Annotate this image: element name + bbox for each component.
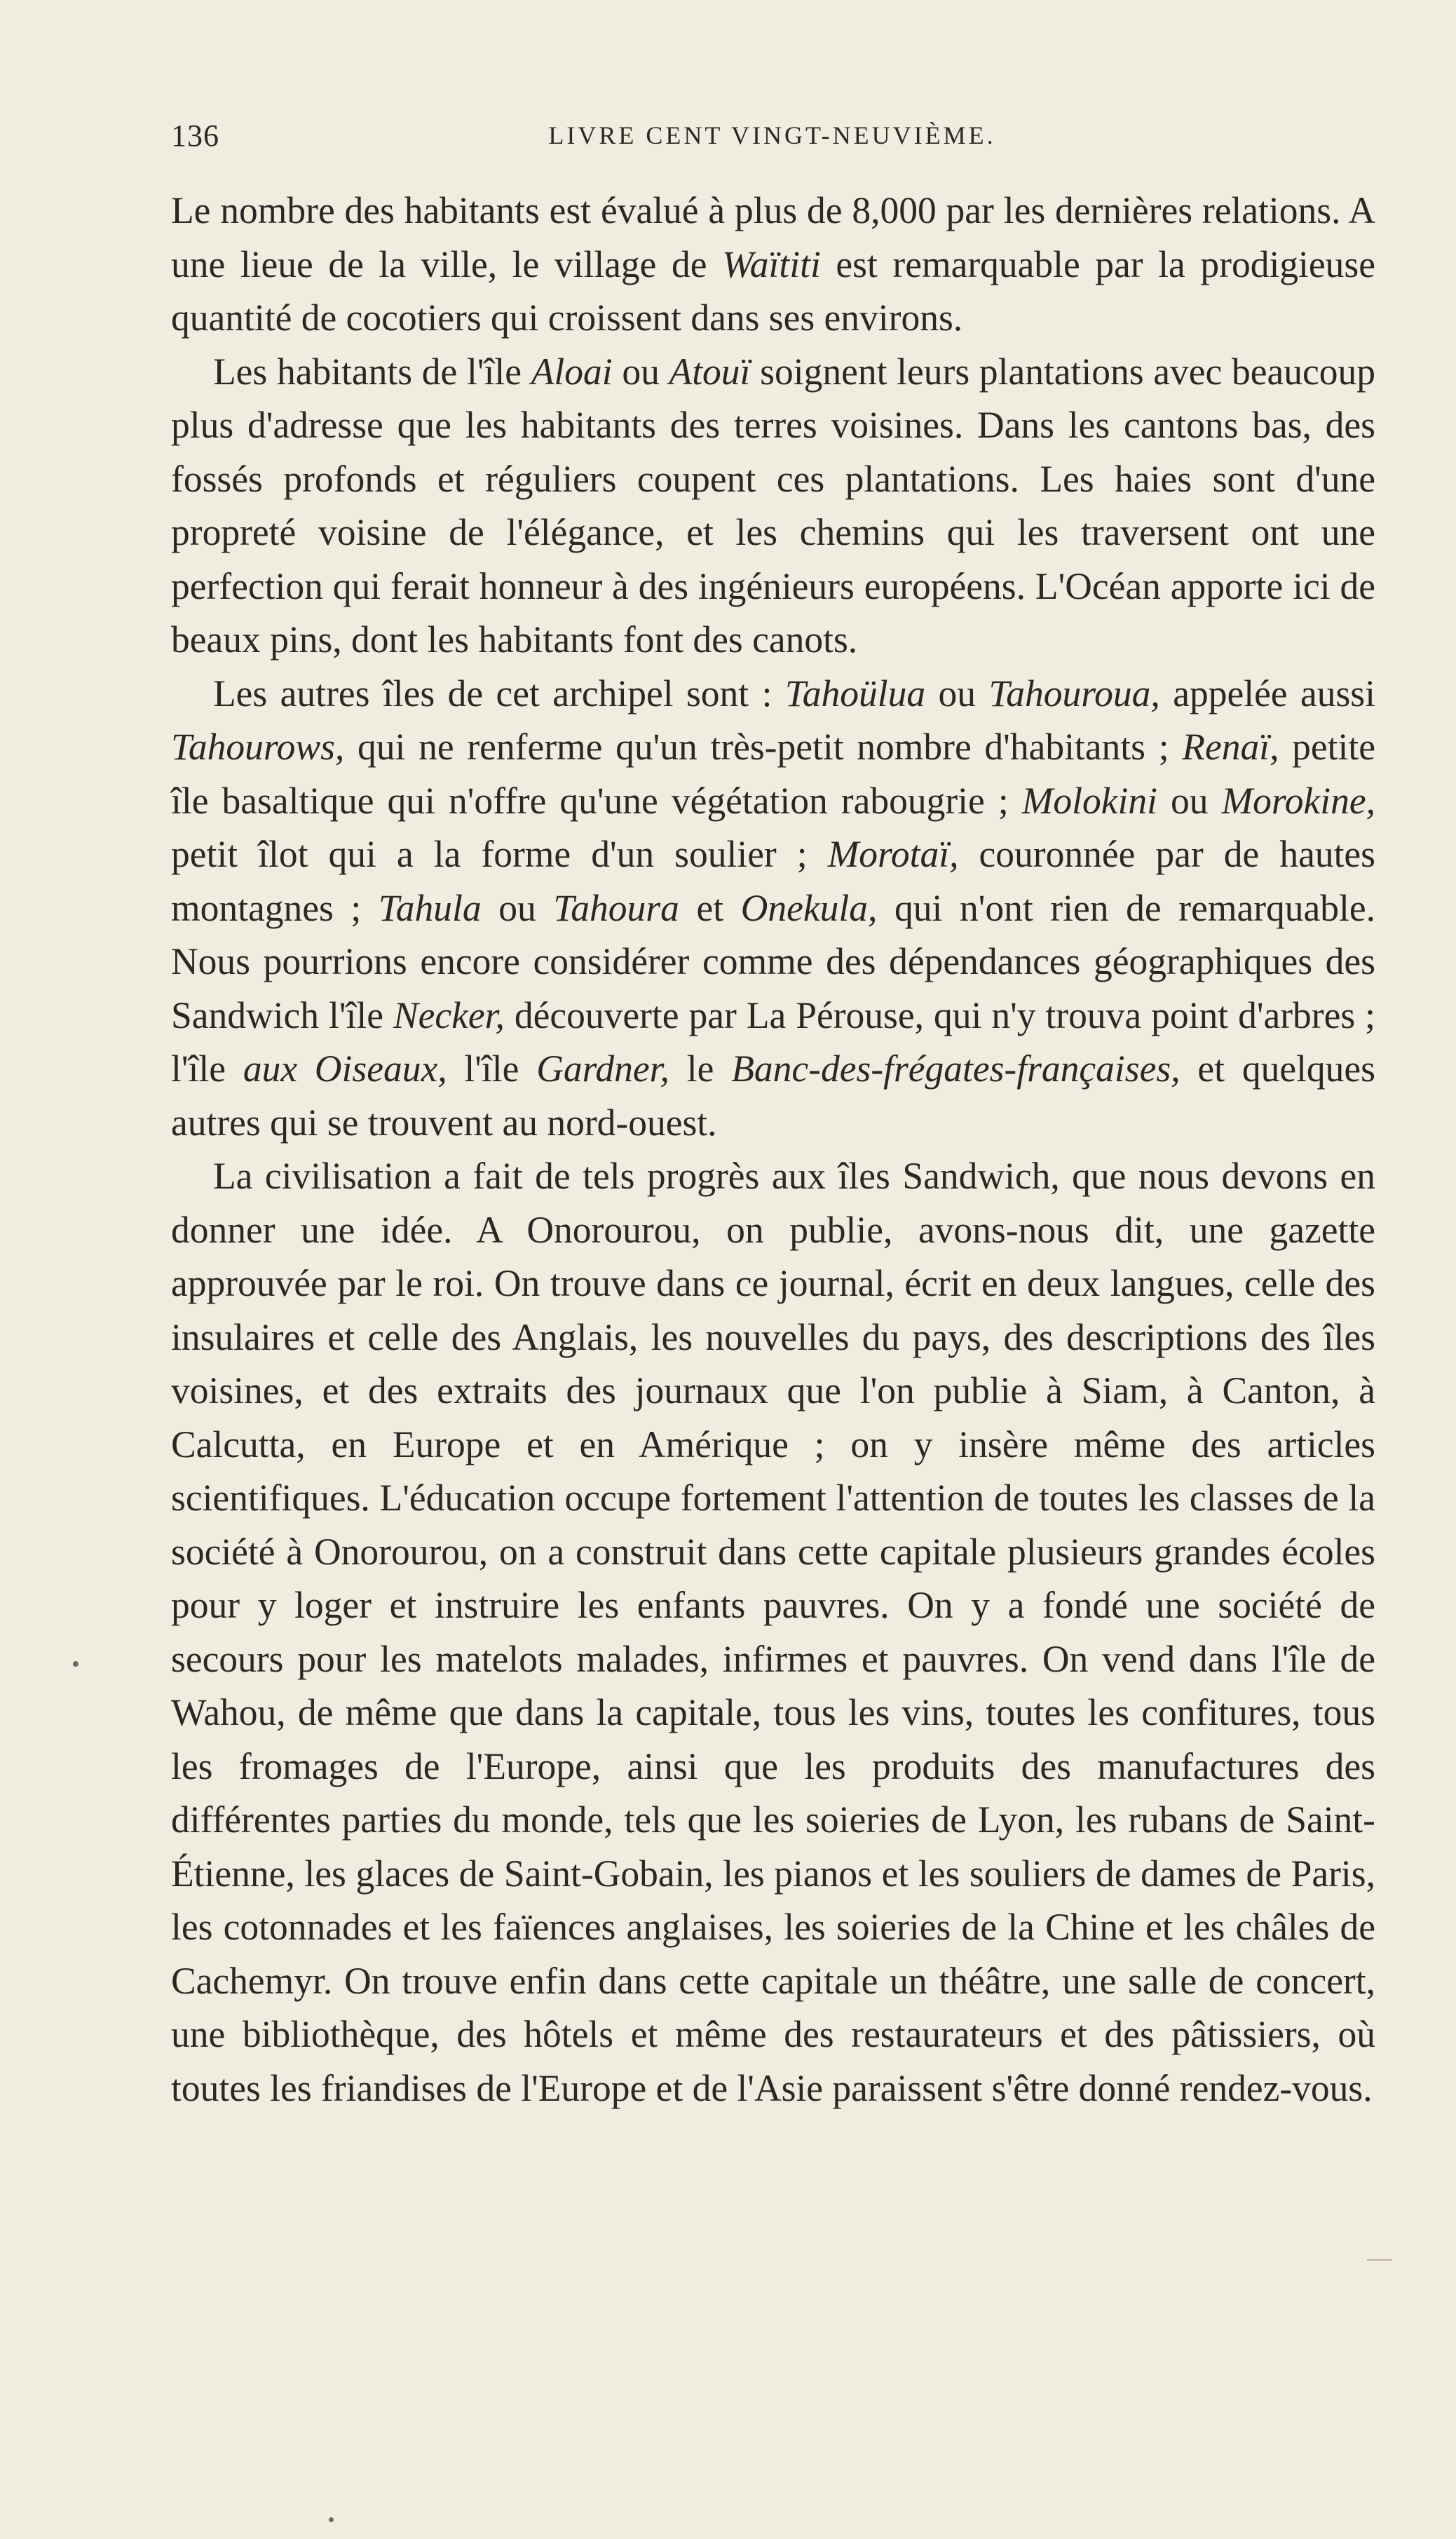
paragraph-1: [171, 184, 1375, 345]
place-name: Tahula: [378, 886, 482, 929]
text-run: l'île: [447, 1048, 537, 1090]
place-name: Renaï,: [1182, 726, 1279, 768]
text-run: couronnée par de hautes montagnes ;: [171, 833, 1375, 929]
paragraph-3: [171, 667, 1375, 1150]
text-run: ou: [1157, 779, 1222, 822]
text-run: qui ne renferme qu'un très-petit nombre d'habitants ;: [344, 726, 1183, 768]
text-run: Les habitants de l'île: [213, 350, 531, 393]
paper-speck: [329, 2517, 334, 2522]
place-name: Aloai: [531, 350, 613, 393]
place-name: Tahouroua,: [988, 672, 1160, 715]
text-run: Le nombre des habitants est évalué à plus de 8,000 par les dernières relations. A une lieue de la ville, le village de: [171, 189, 1375, 285]
page-number: 136: [171, 119, 219, 153]
place-name: Molokini: [1021, 779, 1157, 822]
place-name: Atouï: [669, 350, 751, 393]
place-name: Waïtiti: [722, 243, 821, 285]
place-name: Banc-des-frégates-françaises,: [731, 1048, 1181, 1090]
page-header: [171, 118, 1373, 160]
body-text: [171, 184, 1375, 2115]
margin-mark: [1367, 2259, 1392, 2261]
text-run: ou: [925, 672, 989, 715]
text-run: soignent leurs plantations avec beaucoup plus d'adresse que les habitants des terres voisines. Dans les cantons bas, des fossés profonds et réguliers coupent ces plantations. Les haies sont d'une propreté voisine de l'élégance, et les chemins qui les traversent ont une perfection qui ferait honneur à des ingénieurs européens. L'Océan apporte ici de beaux pins, dont les habitants font des canots.: [171, 350, 1375, 661]
text-run: appelée aussi: [1159, 672, 1375, 715]
place-name: Tahoülua: [784, 672, 926, 715]
running-title: LIVRE CENT VINGT-NEUVIÈME.: [548, 121, 996, 149]
paragraph-4: [171, 1149, 1375, 2115]
place-name: Onekula,: [740, 886, 878, 929]
paper-speck: [73, 1661, 79, 1667]
place-name: Tahoura: [553, 886, 679, 929]
text-run: petite île basaltique qui n'offre qu'une végétation rabougrie ;: [171, 726, 1376, 822]
place-name: aux Oiseaux,: [243, 1048, 447, 1090]
place-name: Gardner,: [536, 1048, 669, 1090]
text-run: petit îlot qui a la forme d'un soulier ;: [171, 833, 828, 875]
paragraph-2: [171, 345, 1375, 667]
text-run: et quelques autres qui se trouvent au nord-ouest.: [171, 1048, 1375, 1144]
text-run: et: [679, 886, 741, 929]
text-run: ou: [612, 350, 669, 393]
place-name: Morotaï,: [827, 833, 959, 875]
place-name: Tahourows,: [171, 726, 345, 768]
text-run: le: [669, 1048, 732, 1090]
place-name: Morokine,: [1221, 779, 1375, 822]
text-run: Les autres îles de cet archipel sont :: [213, 672, 785, 715]
text-run: est remarquable par la prodigieuse quantité de cocotiers qui croissent dans ses environs.: [171, 243, 1375, 339]
place-name: Necker,: [393, 994, 505, 1036]
text-run: qui n'ont rien de remarquable. Nous pourrions encore considérer comme des dépendances géographiques des Sandwich l'île: [171, 886, 1375, 1036]
text-run: découverte par La Pérouse, qui n'y trouva point d'arbres ; l'île: [171, 994, 1375, 1090]
text-run: ou: [481, 886, 554, 929]
text-run: La civilisation a fait de tels progrès aux îles Sandwich, que nous devons en donner une idée. A Onorourou, on publie, avons-nous dit, une gazette approuvée par le roi. On trouve dans ce journal, écrit en deux langues, celle des insulaires et celle des Anglais, les nouvelles du pays, des descriptions des îles voisines, et des extraits des journaux que l'on publie à Siam, à Canton, à Calcutta, en Europe et en Amérique ; on y insère même des articles scientifiques. L'éducation occupe fortement l'attention de toutes les classes de la société à Onorourou, on a construit dans cette capitale plusieurs grandes écoles pour y loger et instruire les enfants pauvres. On y a fondé une société de secours pour les matelots malades, infirmes et pauvres. On vend dans l'île de Wahou, de même que dans la capitale, tous les vins, toutes les confitures, tous les fromages de l'Europe, ainsi que les produits des manufactures des différentes parties du monde, tels que les soieries de Lyon, les rubans de Saint-Étienne, les glaces de Saint-Gobain, les pianos et les souliers de dames de Paris, les cotonnades et les faïences anglaises, les soieries de la Chine et les châles de Cachemyr. On trouve enfin dans cette capitale un théâtre, une salle de concert, une bibliothèque, des hôtels et même des restaurateurs et des pâtissiers, où toutes les friandises de l'Europe et de l'Asie paraissent s'être donné rendez-vous.: [171, 1155, 1375, 2109]
